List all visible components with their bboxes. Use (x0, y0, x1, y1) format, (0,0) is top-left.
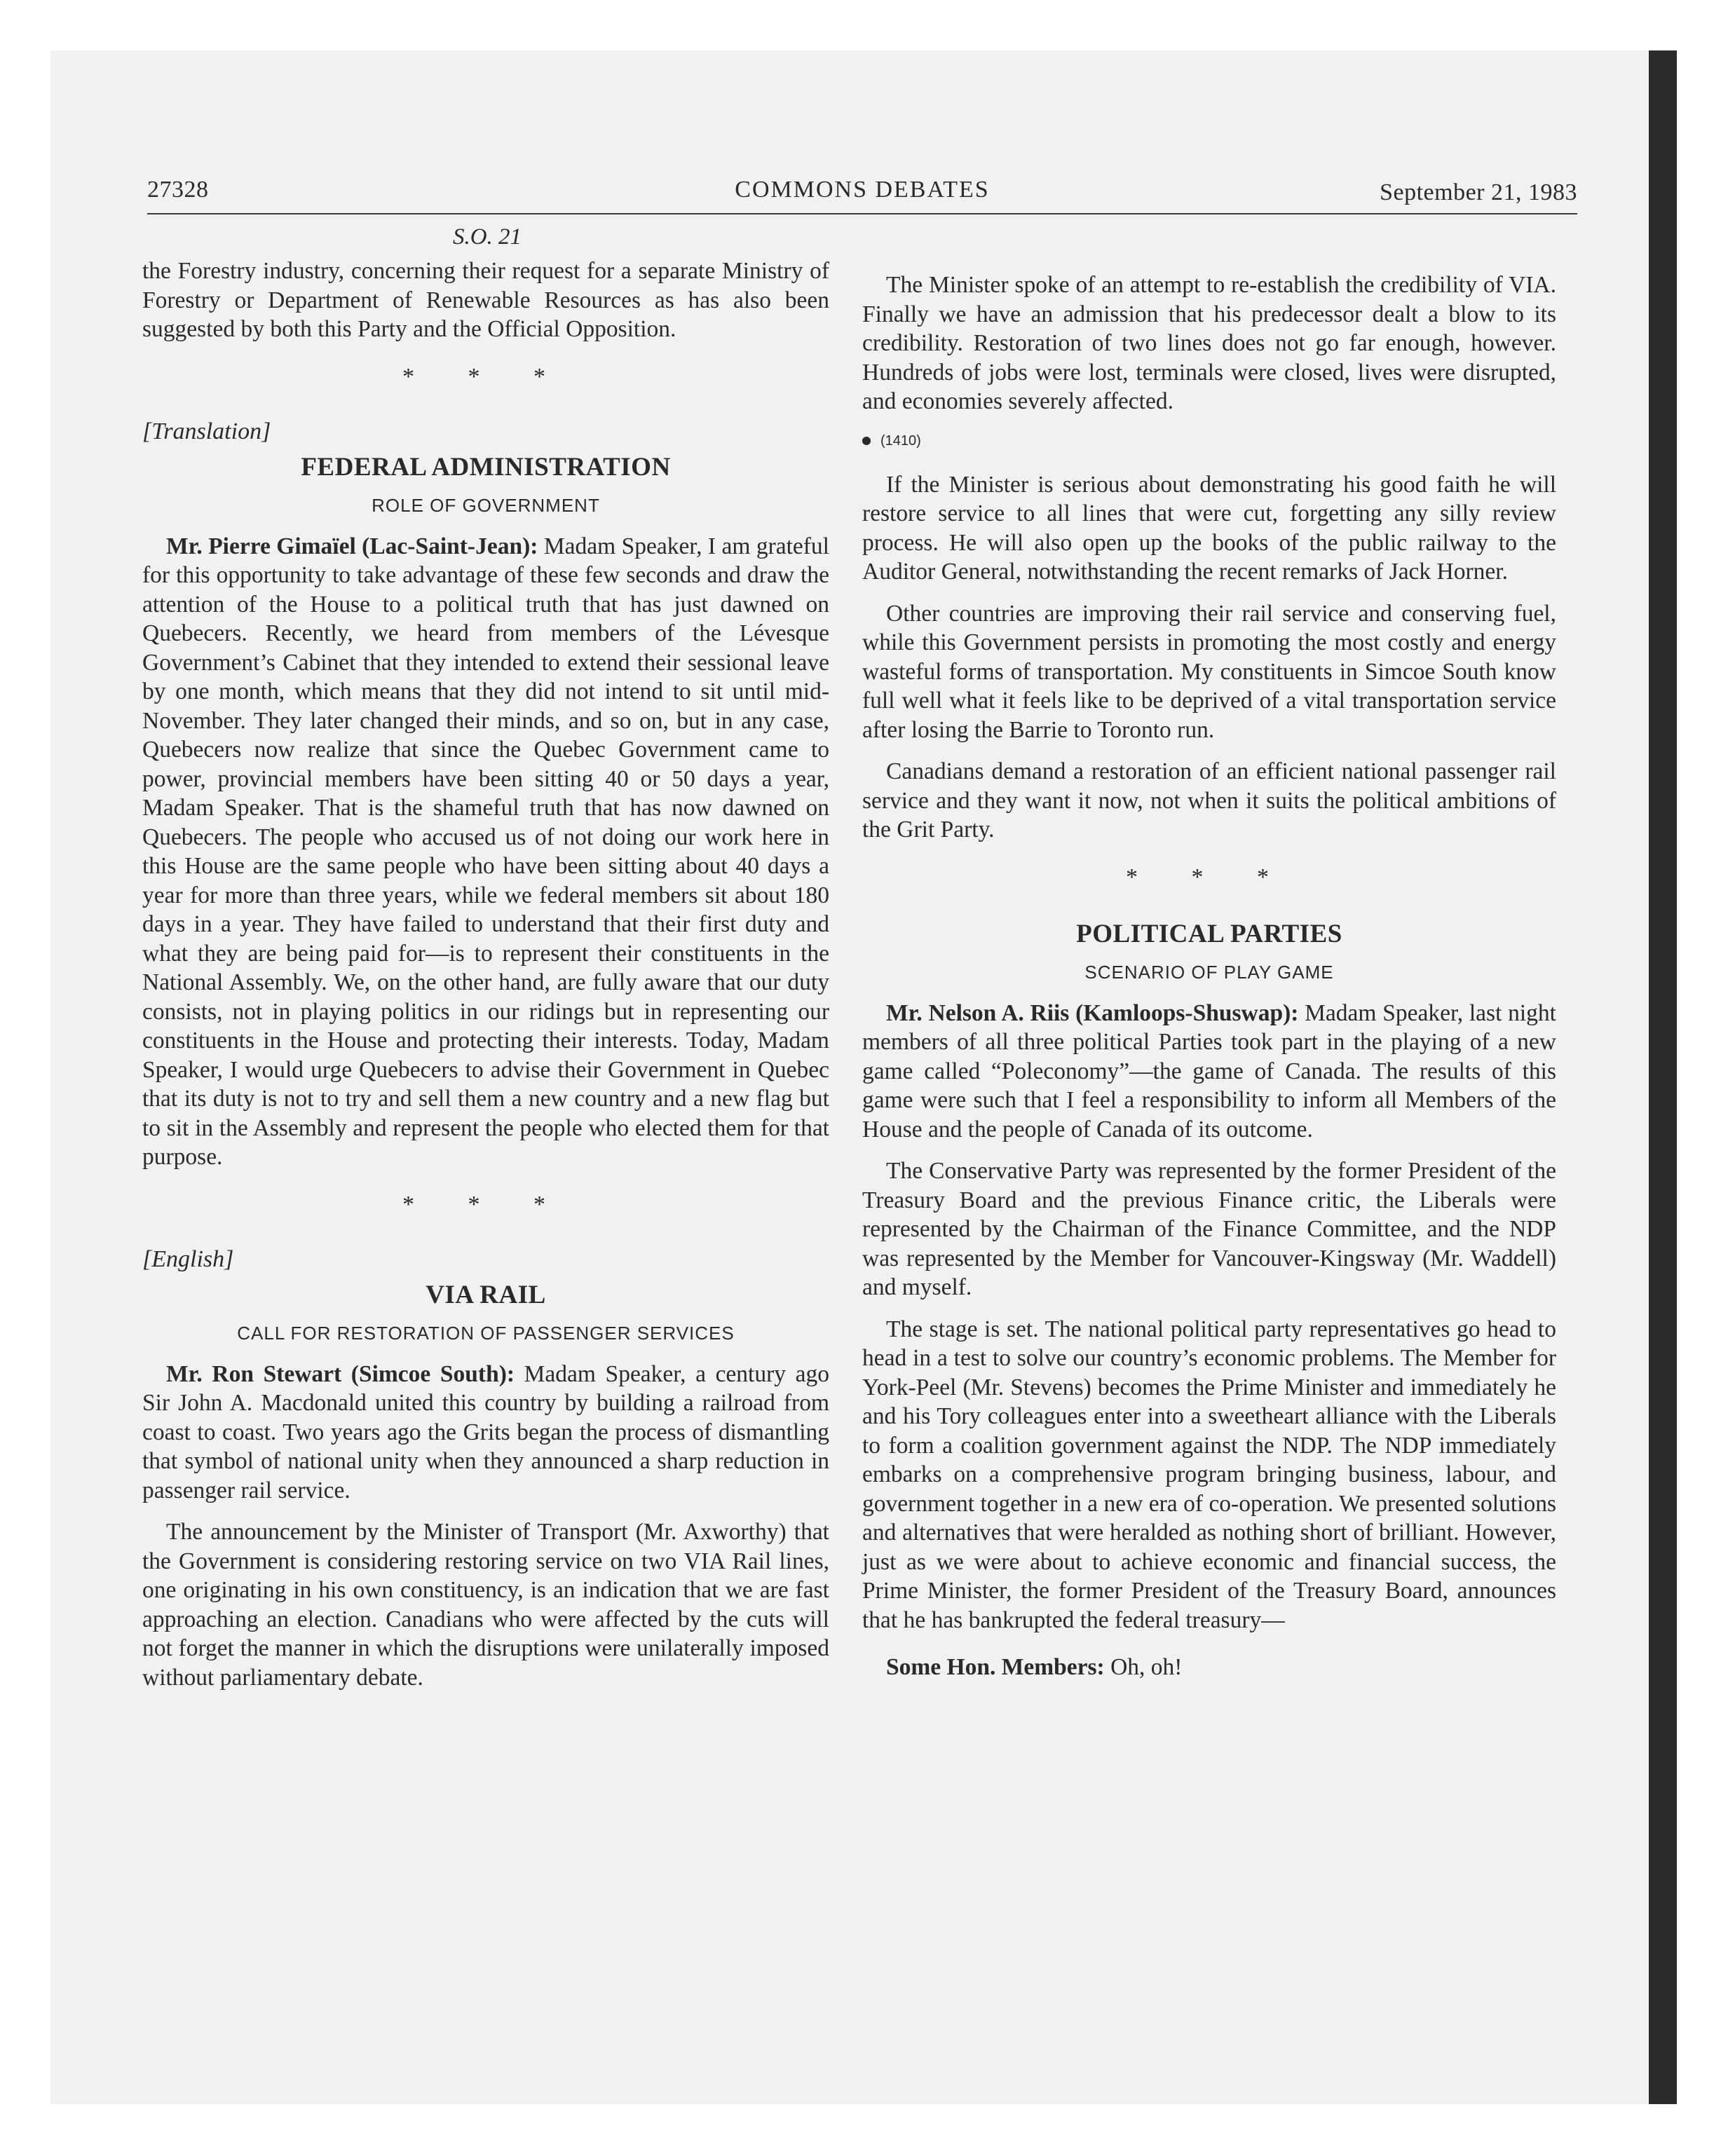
left-column (142, 257, 829, 1705)
page-date: September 21, 1983 (1380, 179, 1577, 205)
speech-paragraph: The Minister spoke of an attempt to re-establish the credibility of VIA. Finally we have an admission that his predecessor dealt a blow to its credibility. Restoration of two lines does not go far enough, however. Hundreds of jobs were lost, terminals were closed, lives were disrupted, and economies severely affected. (862, 272, 1556, 414)
bullet-icon (862, 437, 871, 445)
page-number: 27328 (147, 177, 209, 203)
speaker-name: Mr. Nelson A. Riis (Kamloops-Shuswap): (886, 999, 1299, 1026)
section-subheading: CALL FOR RESTORATION OF PASSENGER SERVICES (237, 1322, 735, 1344)
rubric: S.O. 21 (452, 224, 522, 250)
time-marker (862, 433, 1556, 449)
speech-paragraph: Canadians demand a restoration of an efficient national passenger rail service and they want it now, not when it suits the political ambitions of the Grit Party. (862, 758, 1556, 842)
speech-paragraph: Other countries are improving their rail service and conserving fuel, while this Government persists in promoting the most costly and energy wasteful forms of transportation. My constituents in Simcoe South know full well what it feels like to be deprived of a vital transportation service after losing the Barrie to Toronto run. (862, 600, 1556, 743)
speech-paragraph: The stage is set. The national political party representatives go head to head in a test to solve our country’s economic problems. The Member for York-Peel (Mr. Stevens) becomes the Prime Minister and immediately he and his Tory colleagues enter into a sweetheart alliance with the Liberals to form a coalition government against the NDP. The NDP immediately embarks on a comprehensive program bringing business, labour, and government together in a new era of co-operation. We presented solutions and alternatives that were heralded as nothing short of brilliant. However, just as we were about to achieve economic and financial success, the Prime Minister, the former President of the Treasury Board, announces that he has bankrupted the federal treasury— (862, 1316, 1556, 1633)
section-separator: * * * (402, 363, 569, 390)
speech-text: Madam Speaker, I am grateful for this opportunity to take advantage of these few seconds and draw the attention of the House to a political truth that has just dawned on Quebecers. Recently, we heard from members of the Lévesque Government’s Cabinet that they intended to extend their sessional leave by one month, which means that they did not intend to sit until mid-November. They later changed their minds, and so on, but in any case, Quebecers now realize that since the Quebec Government came to power, provincial members have been sitting 40 or 50 days a year, Madam Speaker. That is the shameful truth that has now dawned on Quebecers. The people who accused us of not doing our work here in this House are the same people who have been sitting about 40 days a year for more than three years, while we federal members sit about 180 days in a year. They have failed to understand that their first duty and what they are being paid for—is to represent their constituents in the National Assembly. We, on the other hand, are fully aware that our duty consists, not in playing politics in our ridings but in representing our constituents in the House and protecting their interests. Today, Madam Speaker, I would urge Quebecers to advise their Government in Quebec that its duty is not to try and sell them a new country and a new flag but to sit in the Assembly and represent the people who elected them for that purpose. (142, 533, 829, 1170)
section-subheading: SCENARIO OF PLAY GAME (1084, 961, 1334, 983)
section-separator: * * * (1126, 864, 1293, 890)
publication-title: COMMONS DEBATES (735, 177, 990, 203)
binding-edge-shadow (1649, 50, 1677, 2104)
speaker-name: Mr. Pierre Gimaïel (Lac-Saint-Jean): (166, 533, 538, 559)
speech-text: Madam Speaker, a century ago Sir John A. Macdonald united this country by building a railroad from coast to coast. Two years ago the Grits began the process of dismantling that symbol of national unity when they announced a sharp reduction in passenger rail service. (142, 1360, 829, 1503)
speaker-name: Mr. Ron Stewart (Simcoe South): (166, 1360, 515, 1387)
speech-paragraph: If the Minister is serious about demonstrating his good faith he will restore service to all lines that were cut, forgetting any silly review process. He will also open up the books of the public railway to the Auditor General, notwithstanding the recent remarks of Jack Horner. (862, 471, 1556, 585)
speech-text: Madam Speaker, last night members of all three political Parties took part in the playing of a new game called “Poleconomy”—the game of Canada. The results of this game were such that I feel a responsibility to inform all Members of the House and the people of Canada of its outcome. (862, 999, 1556, 1142)
interjection (862, 1653, 1556, 1682)
language-note: [English] (142, 1246, 234, 1272)
section-heading: VIA RAIL (426, 1280, 546, 1309)
time-marker-text: (1410) (880, 432, 921, 449)
speech-text: Oh, oh! (1104, 1654, 1183, 1680)
speech-paragraph (142, 532, 829, 1172)
section-separator: * * * (402, 1191, 569, 1217)
continued-paragraph: the Forestry industry, concerning their request for a separate Ministry of Forestry or Department of Renewable Resources as has also been suggested by both this Party and the Official Opposition. (142, 258, 829, 342)
section-heading: FEDERAL ADMINISTRATION (301, 452, 671, 482)
section-heading: POLITICAL PARTIES (1076, 919, 1342, 948)
speech-paragraph (862, 999, 1556, 1145)
right-column (862, 271, 1556, 1695)
speech-paragraph: The Conservative Party was represented by the former President of the Treasury Board and the previous Finance critic, the Liberals were represented by the Chairman of the Finance Committee, and the NDP was represented by the Member for Vancouver-Kingsway (Mr. Waddell) and myself. (862, 1158, 1556, 1300)
speech-paragraph: The announcement by the Minister of Transport (Mr. Axworthy) that the Government is considering restoring service on two VIA Rail lines, one originating in his own constituency, is an indication that we are fast approaching an election. Canadians who were affected by the cuts will not forget the manner in which the disruptions were unilaterally imposed without parliamentary debate. (142, 1519, 829, 1691)
running-header (147, 174, 1577, 214)
section-subheading: ROLE OF GOVERNMENT (372, 494, 600, 516)
speaker-name: Some Hon. Members: (886, 1654, 1105, 1680)
language-note: [Translation] (142, 418, 271, 444)
speech-paragraph (142, 1360, 829, 1506)
